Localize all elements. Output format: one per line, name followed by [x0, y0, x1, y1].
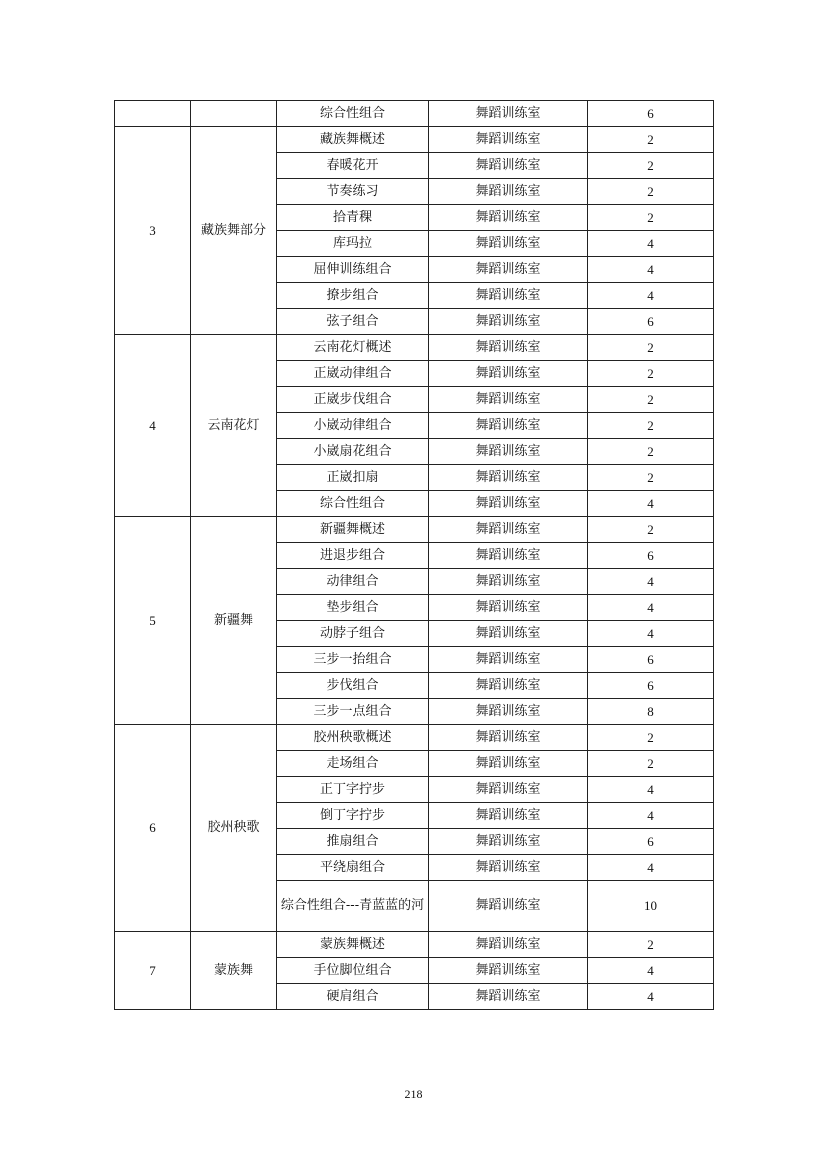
hours-cell: 2 — [588, 387, 714, 413]
section-number-cell: 4 — [115, 335, 191, 517]
location-cell: 舞蹈训练室 — [429, 829, 588, 855]
location-cell: 舞蹈训练室 — [429, 231, 588, 257]
location-cell: 舞蹈训练室 — [429, 881, 588, 932]
content-cell: 三步一点组合 — [277, 699, 429, 725]
content-cell: 云南花灯概述 — [277, 335, 429, 361]
hours-cell: 6 — [588, 309, 714, 335]
location-cell: 舞蹈训练室 — [429, 335, 588, 361]
content-cell: 拾青稞 — [277, 205, 429, 231]
location-cell: 舞蹈训练室 — [429, 465, 588, 491]
content-cell: 平绕扇组合 — [277, 855, 429, 881]
content-cell: 藏族舞概述 — [277, 127, 429, 153]
location-cell: 舞蹈训练室 — [429, 283, 588, 309]
content-cell: 正崴动律组合 — [277, 361, 429, 387]
content-cell: 蒙族舞概述 — [277, 932, 429, 958]
location-cell: 舞蹈训练室 — [429, 725, 588, 751]
hours-cell: 2 — [588, 413, 714, 439]
hours-cell: 2 — [588, 439, 714, 465]
table-row — [115, 101, 714, 127]
location-cell: 舞蹈训练室 — [429, 413, 588, 439]
content-cell: 三步一抬组合 — [277, 647, 429, 673]
hours-cell: 4 — [588, 595, 714, 621]
content-cell: 小崴扇花组合 — [277, 439, 429, 465]
section-number-cell: 7 — [115, 932, 191, 1010]
hours-cell: 4 — [588, 958, 714, 984]
content-cell: 春暖花开 — [277, 153, 429, 179]
location-cell: 舞蹈训练室 — [429, 205, 588, 231]
location-cell: 舞蹈训练室 — [429, 621, 588, 647]
section-number-cell: 5 — [115, 517, 191, 725]
table-row — [115, 517, 714, 543]
content-cell: 进退步组合 — [277, 543, 429, 569]
content-cell: 推扇组合 — [277, 829, 429, 855]
section-name-cell: 藏族舞部分 — [191, 127, 277, 335]
hours-cell: 6 — [588, 673, 714, 699]
location-cell: 舞蹈训练室 — [429, 439, 588, 465]
location-cell: 舞蹈训练室 — [429, 309, 588, 335]
location-cell: 舞蹈训练室 — [429, 517, 588, 543]
hours-cell: 4 — [588, 777, 714, 803]
hours-cell: 4 — [588, 257, 714, 283]
course-table-body — [115, 101, 714, 1010]
hours-cell: 2 — [588, 725, 714, 751]
location-cell: 舞蹈训练室 — [429, 855, 588, 881]
content-cell: 正崴步伐组合 — [277, 387, 429, 413]
content-cell: 胶州秧歌概述 — [277, 725, 429, 751]
section-name-cell: 云南花灯 — [191, 335, 277, 517]
content-cell: 步伐组合 — [277, 673, 429, 699]
hours-cell: 4 — [588, 984, 714, 1010]
hours-cell: 8 — [588, 699, 714, 725]
content-cell: 新疆舞概述 — [277, 517, 429, 543]
hours-cell: 4 — [588, 621, 714, 647]
content-cell: 屈伸训练组合 — [277, 257, 429, 283]
hours-cell: 2 — [588, 335, 714, 361]
location-cell: 舞蹈训练室 — [429, 127, 588, 153]
location-cell: 舞蹈训练室 — [429, 595, 588, 621]
location-cell: 舞蹈训练室 — [429, 932, 588, 958]
content-cell: 撩步组合 — [277, 283, 429, 309]
location-cell: 舞蹈训练室 — [429, 101, 588, 127]
hours-cell: 4 — [588, 231, 714, 257]
hours-cell: 2 — [588, 751, 714, 777]
location-cell: 舞蹈训练室 — [429, 153, 588, 179]
hours-cell: 4 — [588, 283, 714, 309]
course-table — [114, 100, 714, 1010]
table-row — [115, 127, 714, 153]
section-name-cell: 蒙族舞 — [191, 932, 277, 1010]
content-cell: 动脖子组合 — [277, 621, 429, 647]
location-cell: 舞蹈训练室 — [429, 751, 588, 777]
hours-cell: 2 — [588, 127, 714, 153]
content-cell: 综合性组合 — [277, 491, 429, 517]
content-cell: 垫步组合 — [277, 595, 429, 621]
hours-cell: 4 — [588, 855, 714, 881]
content-cell: 正崴扣扇 — [277, 465, 429, 491]
content-cell: 硬肩组合 — [277, 984, 429, 1010]
table-row — [115, 335, 714, 361]
location-cell: 舞蹈训练室 — [429, 699, 588, 725]
table-row — [115, 932, 714, 958]
location-cell: 舞蹈训练室 — [429, 647, 588, 673]
content-cell: 节奏练习 — [277, 179, 429, 205]
location-cell: 舞蹈训练室 — [429, 257, 588, 283]
hours-cell: 2 — [588, 465, 714, 491]
content-cell: 弦子组合 — [277, 309, 429, 335]
location-cell: 舞蹈训练室 — [429, 179, 588, 205]
content-cell: 正丁字拧步 — [277, 777, 429, 803]
location-cell: 舞蹈训练室 — [429, 984, 588, 1010]
hours-cell: 4 — [588, 803, 714, 829]
location-cell: 舞蹈训练室 — [429, 777, 588, 803]
table-row — [115, 725, 714, 751]
hours-cell: 6 — [588, 101, 714, 127]
location-cell: 舞蹈训练室 — [429, 387, 588, 413]
hours-cell: 2 — [588, 179, 714, 205]
content-cell: 综合性组合---青蓝蓝的河 — [277, 881, 429, 932]
hours-cell: 6 — [588, 829, 714, 855]
location-cell: 舞蹈训练室 — [429, 361, 588, 387]
location-cell: 舞蹈训练室 — [429, 491, 588, 517]
content-cell: 动律组合 — [277, 569, 429, 595]
section-name-cell — [191, 101, 277, 127]
hours-cell: 6 — [588, 647, 714, 673]
content-cell: 走场组合 — [277, 751, 429, 777]
section-number-cell: 3 — [115, 127, 191, 335]
hours-cell: 2 — [588, 361, 714, 387]
content-cell: 手位脚位组合 — [277, 958, 429, 984]
content-cell: 综合性组合 — [277, 101, 429, 127]
page-number: 218 — [404, 1087, 423, 1101]
content-cell: 小崴动律组合 — [277, 413, 429, 439]
section-name-cell: 胶州秧歌 — [191, 725, 277, 932]
location-cell: 舞蹈训练室 — [429, 543, 588, 569]
hours-cell: 2 — [588, 932, 714, 958]
section-number-cell — [115, 101, 191, 127]
location-cell: 舞蹈训练室 — [429, 958, 588, 984]
hours-cell: 2 — [588, 517, 714, 543]
hours-cell: 6 — [588, 543, 714, 569]
hours-cell: 2 — [588, 153, 714, 179]
hours-cell: 4 — [588, 569, 714, 595]
hours-cell: 10 — [588, 881, 714, 932]
content-cell: 倒丁字拧步 — [277, 803, 429, 829]
location-cell: 舞蹈训练室 — [429, 803, 588, 829]
section-number-cell: 6 — [115, 725, 191, 932]
hours-cell: 4 — [588, 491, 714, 517]
location-cell: 舞蹈训练室 — [429, 569, 588, 595]
location-cell: 舞蹈训练室 — [429, 673, 588, 699]
section-name-cell: 新疆舞 — [191, 517, 277, 725]
hours-cell: 2 — [588, 205, 714, 231]
content-cell: 库玛拉 — [277, 231, 429, 257]
